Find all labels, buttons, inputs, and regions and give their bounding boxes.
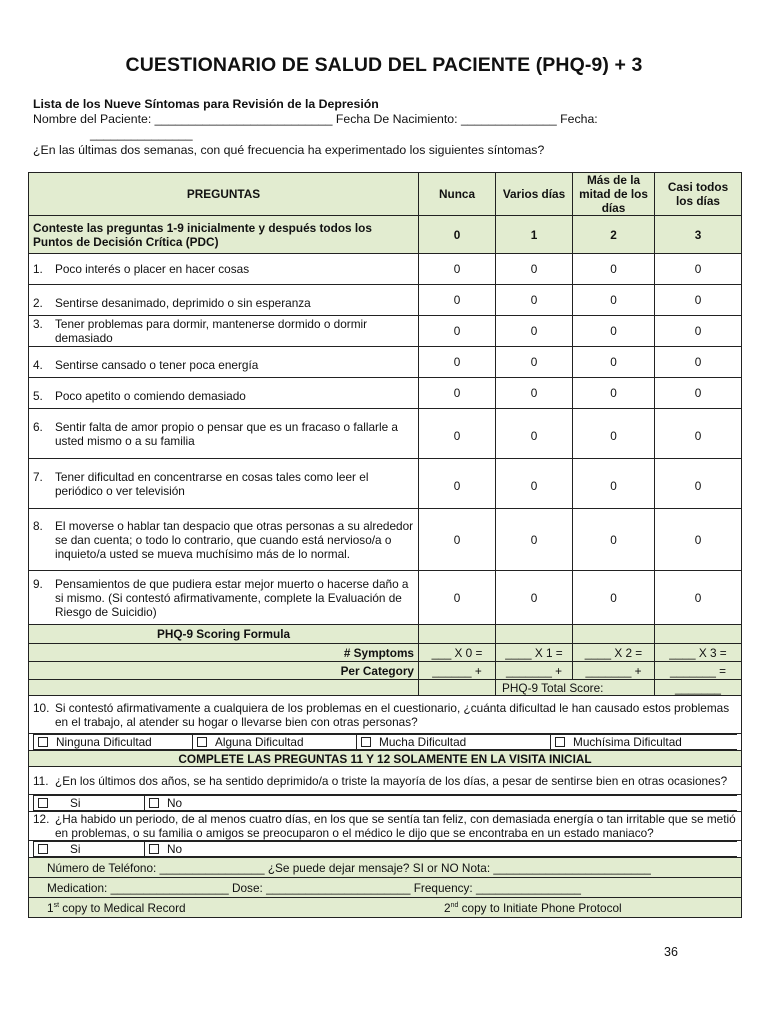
question-intro: ¿En las últimas dos semanas, con qué frecuencia ha experimentado los siguientes síntomas? — [33, 143, 545, 157]
answer-cell[interactable]: 0 — [419, 571, 496, 625]
answer-cell[interactable]: 0 — [496, 285, 573, 316]
checkbox-icon[interactable] — [38, 737, 48, 747]
answer-cell[interactable]: 0 — [573, 378, 655, 409]
answer-cell[interactable]: 0 — [496, 459, 573, 509]
subtitle: Lista de los Nueve Síntomas para Revisión de la Depresión — [33, 97, 379, 111]
symptoms-cell[interactable]: ____ X 3 = — [655, 644, 742, 662]
col-header-questions: PREGUNTAS — [29, 173, 419, 216]
answer-cell[interactable]: 0 — [419, 509, 496, 571]
instruction-text: Conteste las preguntas 1-9 inicialmente y después todos los Puntos de Decisión Crítica (PDC) — [29, 216, 419, 254]
checkbox-icon[interactable] — [197, 737, 207, 747]
question-row — [29, 378, 742, 409]
q10-option[interactable]: Alguna Dificultad — [193, 735, 357, 750]
complete-banner: COMPLETE LAS PREGUNTAS 11 Y 12 SOLAMENTE EN LA VISITA INICIAL — [29, 751, 742, 767]
answer-cell[interactable]: 0 — [419, 254, 496, 285]
per-category-cell[interactable]: _______ + — [573, 662, 655, 680]
col-header-never: Nunca — [419, 173, 496, 216]
question-row — [29, 285, 742, 316]
symptoms-label: # Symptoms — [29, 644, 419, 662]
checkbox-icon[interactable] — [149, 798, 159, 808]
answer-cell[interactable]: 0 — [573, 409, 655, 459]
copy-phone-protocol: 2nd copy to Initiate Phone Protocol — [444, 900, 622, 915]
question-12-row — [29, 812, 742, 841]
answer-cell[interactable]: 0 — [655, 285, 742, 316]
col-header-more-half: Más de la mitad de los días — [573, 173, 655, 216]
question-number: 5. — [33, 389, 43, 403]
score-header: 0 — [419, 216, 496, 254]
question-row — [29, 316, 742, 347]
answer-cell[interactable]: 0 — [419, 285, 496, 316]
answer-cell[interactable]: 0 — [655, 254, 742, 285]
answer-cell[interactable]: 0 — [573, 285, 655, 316]
answer-cell[interactable]: 0 — [496, 509, 573, 571]
per-category-label: Per Category — [29, 662, 419, 680]
question-number: 1. — [33, 262, 43, 276]
checkbox-icon[interactable] — [38, 798, 48, 808]
question-10-text: Si contestó afirmativamente a cualquiera de los problemas en el cuestionario, ¿cuánta dificultad le han causado estos problemas en el trabajo, al atender su hogar o llevarse bien con otras personas? — [55, 700, 730, 729]
q10-option[interactable]: Muchísima Dificultad — [551, 735, 738, 750]
question-number: 6. — [33, 419, 43, 434]
total-score-row — [29, 680, 742, 696]
header-block — [33, 97, 743, 142]
question-number: 9. — [33, 576, 43, 591]
answer-cell[interactable]: 0 — [655, 509, 742, 571]
per-category-row — [29, 662, 742, 680]
answer-cell[interactable]: 0 — [573, 347, 655, 378]
phq9-table — [28, 172, 742, 918]
total-score-label: PHQ-9 Total Score: — [496, 680, 655, 696]
question-number: 2. — [33, 296, 43, 310]
question-number: 3. — [33, 317, 43, 331]
question-text: Tener dificultad en concentrarse en cosas tales como leer el periódico o ver televisión — [55, 469, 369, 498]
question-text: El moverse o hablar tan despacio que otras personas a su alrededor se dan cuenta; o todo lo contrario, que cuando está nervioso/a o inquieto/a usted se mueva muchísimo más de lo normal. — [55, 518, 414, 561]
answer-cell[interactable]: 0 — [496, 316, 573, 347]
symptoms-row — [29, 644, 742, 662]
question-row — [29, 459, 742, 509]
per-category-cell[interactable]: _______ + — [496, 662, 573, 680]
answer-cell[interactable]: 0 — [419, 409, 496, 459]
question-10-row — [29, 696, 742, 734]
answer-cell[interactable]: 0 — [419, 347, 496, 378]
answer-cell[interactable]: 0 — [496, 254, 573, 285]
question-row — [29, 509, 742, 571]
q11-yes-option[interactable]: Si — [34, 796, 145, 811]
q11-options-row — [29, 795, 742, 812]
answer-cell[interactable]: 0 — [496, 378, 573, 409]
copy-medical-record: 1st copy to Medical Record — [47, 900, 186, 915]
checkbox-icon[interactable] — [361, 737, 371, 747]
checkbox-icon[interactable] — [38, 844, 48, 854]
question-row — [29, 409, 742, 459]
answer-cell[interactable]: 0 — [655, 459, 742, 509]
question-text: Tener problemas para dormir, mantenerse dormido o dormir demasiado — [55, 317, 368, 345]
question-text: Poco apetito o comiendo demasiado — [55, 389, 246, 403]
question-number: 12. — [33, 812, 50, 826]
answer-cell[interactable]: 0 — [655, 316, 742, 347]
answer-cell[interactable]: 0 — [573, 254, 655, 285]
table-header-row — [29, 173, 742, 216]
symptoms-cell[interactable]: ____ X 2 = — [573, 644, 655, 662]
symptoms-cell[interactable]: ____ X 1 = — [496, 644, 573, 662]
question-text: Sentirse desanimado, deprimido o sin esperanza — [55, 296, 311, 310]
question-row — [29, 254, 742, 285]
instruction-row — [29, 216, 742, 254]
score-header: 3 — [655, 216, 742, 254]
answer-cell[interactable]: 0 — [496, 347, 573, 378]
symptoms-cell[interactable]: ___ X 0 = — [419, 644, 496, 662]
per-category-cell[interactable]: _______ = — [655, 662, 742, 680]
answer-cell[interactable]: 0 — [655, 347, 742, 378]
complete-banner-row — [29, 751, 742, 767]
medication-row — [29, 878, 742, 898]
q12-yes-option[interactable]: Si — [34, 842, 145, 857]
phone-row — [29, 858, 742, 878]
question-row — [29, 571, 742, 625]
question-text: Poco interés o placer en hacer cosas — [55, 262, 250, 276]
question-11-text: ¿En los últimos dos años, se ha sentido deprimido/a o triste la mayoría de los días, a pesar de sentirse bien en otras ocasiones? — [55, 773, 728, 788]
checkbox-icon[interactable] — [149, 844, 159, 854]
answer-cell[interactable]: 0 — [655, 378, 742, 409]
total-score-field[interactable]: _______ — [655, 680, 742, 696]
question-row — [29, 347, 742, 378]
q11-no-option[interactable]: No — [145, 796, 738, 811]
patient-info-line-2: _______________ — [90, 127, 193, 141]
col-header-nearly-all: Casi todos los días — [655, 173, 742, 216]
scoring-title-row — [29, 625, 742, 644]
question-number: 4. — [33, 358, 43, 372]
answer-cell[interactable]: 0 — [419, 316, 496, 347]
page-number: 36 — [664, 945, 678, 959]
question-text: Sentir falta de amor propio o pensar que es un fracaso o fallarle a usted mismo o a su familia — [55, 419, 398, 448]
checkbox-icon[interactable] — [555, 737, 565, 747]
document-title: CUESTIONARIO DE SALUD DEL PACIENTE (PHQ-9) + 3 — [125, 54, 643, 76]
answer-cell[interactable]: 0 — [419, 459, 496, 509]
q10-options-row — [29, 734, 742, 751]
answer-cell[interactable]: 0 — [655, 409, 742, 459]
answer-cell[interactable]: 0 — [419, 378, 496, 409]
answer-cell[interactable]: 0 — [496, 409, 573, 459]
score-header: 1 — [496, 216, 573, 254]
scoring-title: PHQ-9 Scoring Formula — [29, 625, 419, 644]
patient-info-line: Nombre del Paciente: __________________________ Fecha De Nacimiento: ______________ Fecha: — [33, 112, 598, 126]
col-header-several: Varios días — [496, 173, 573, 216]
question-text: Sentirse cansado o tener poca energía — [55, 358, 259, 372]
answer-cell[interactable]: 0 — [496, 571, 573, 625]
answer-cell[interactable]: 0 — [573, 509, 655, 571]
answer-cell[interactable]: 0 — [573, 459, 655, 509]
answer-cell[interactable]: 0 — [655, 571, 742, 625]
q12-no-option[interactable]: No — [145, 842, 738, 857]
q10-option[interactable]: Ninguna Dificultad — [34, 735, 193, 750]
q12-options-row — [29, 841, 742, 858]
question-11-row — [29, 767, 742, 795]
answer-cell[interactable]: 0 — [573, 571, 655, 625]
question-number: 11. — [33, 773, 49, 788]
medication-line[interactable]: Medication: __________________ Dose: ______________________ Frequency: ________________ — [29, 878, 742, 898]
question-12-text: ¿Ha habido un periodo, de al menos cuatro días, en los que se sentía tan feliz, con demasiada energía o tan irritable que se metió en problemas, o su familia o amigos se preocuparon o el médico le dijo que se encontraba en un estado maniaco? — [55, 812, 736, 840]
phone-line[interactable]: Número de Teléfono: ________________ ¿Se puede dejar mensaje? SI or NO Nota: ________________________ — [29, 858, 742, 878]
question-number: 7. — [33, 469, 43, 484]
q10-option[interactable]: Mucha Dificultad — [357, 735, 551, 750]
copy-row — [29, 898, 742, 918]
score-header: 2 — [573, 216, 655, 254]
question-number: 8. — [33, 518, 43, 533]
question-text: Pensamientos de que pudiera estar mejor muerto o hacerse daño a si mismo. (Si contestó afirmativamente, complete la Evaluación de Riesgo de Suicidio) — [55, 576, 409, 619]
answer-cell[interactable]: 0 — [573, 316, 655, 347]
per-category-cell[interactable]: ______ + — [419, 662, 496, 680]
question-number: 10. — [33, 700, 50, 715]
